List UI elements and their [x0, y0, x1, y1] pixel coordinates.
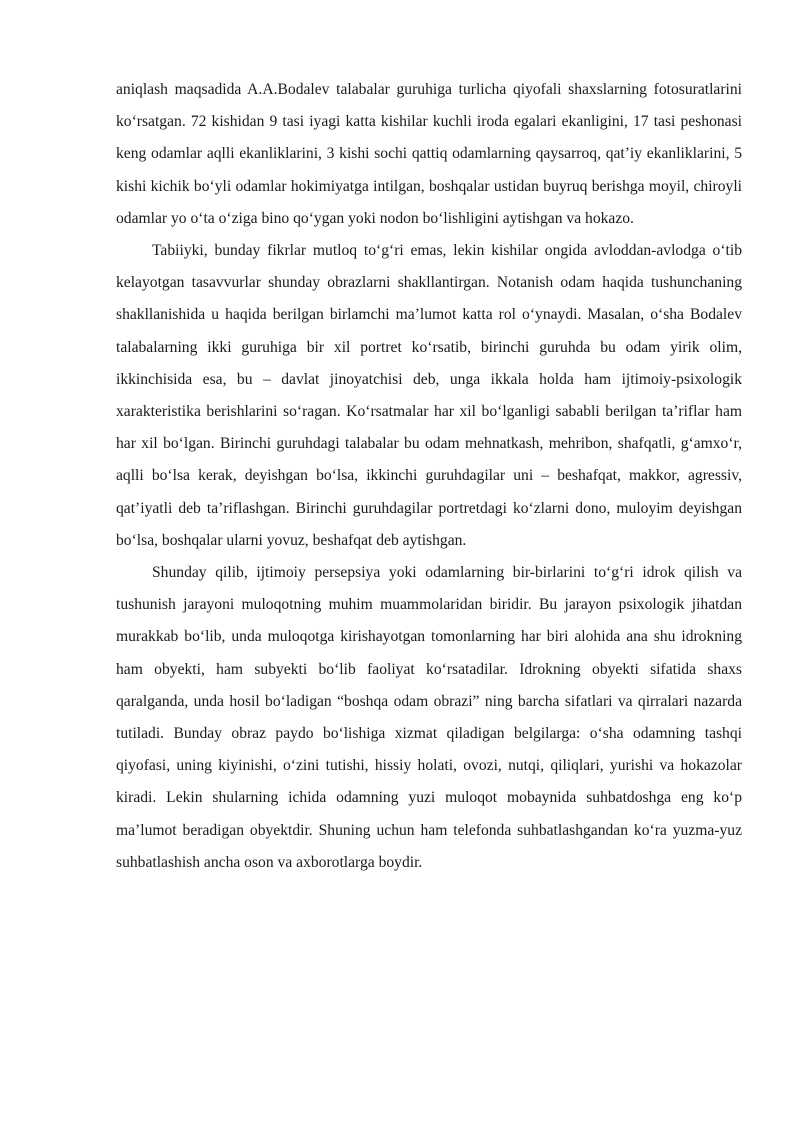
paragraph-bodalev-experiment: Tabiiyki, bunday fikrlar mutloq to‘g‘ri emas, lekin kishilar ongida avloddan-avlodga o‘tib kelayotgan tasavvurlar shunday obrazlarni shakllantirgan. Notanish odam haqida tushunchaning shakllanishida u haqida berilgan birlamchi ma’lumot katta rol o‘ynaydi. Masalan, o‘sha Bodalev talabalarning ikki guruhiga bir xil portret ko‘rsatib, birinchi guruhda bu odam yirik olim, ikkinchisida esa, bu – davlat jinoyatchisi deb, unga ikkala holda ham ijtimoiy-psixologik xarakteristika berishlarini so‘ragan. Ko‘rsatmalar har xil bo‘lganligi sababli berilgan ta’riflar ham har xil bo‘lgan. Birinchi guruhdagi talabalar bu odam mehnatkash, mehribon, shafqatli, g‘amxo‘r, aqlli bo‘lsa kerak, deyishgan bo‘lsa, ikkinchi guruhdagilar uni – beshafqat, makkor, agressiv, qat’iyatli deb ta’riflashgan. Birinchi guruhdagilar portretdagi ko‘zlarni dono, muloyim deyishgan bo‘lsa, boshqalar ularni yovuz, beshafqat deb aytishgan.	[116, 242, 742, 549]
paragraph-social-perception: Shunday qilib, ijtimoiy persepsiya yoki odamlarning bir-birlarini to‘g‘ri idrok qilish va tushunish jarayoni muloqotning muhim muammolaridan biridir. Bu jarayon psixologik jihatdan murakkab bo‘lib, unda muloqotga kirishayotgan tomonlarning har biri alohida ana shu idrokning ham obyekti, ham subyekti bo‘lib faoliyat ko‘rsatadilar. Idrokning obyekti sifatida shaxs qaralganda, unda hosil bo‘ladigan “boshqa odam obrazi” ning barcha sifatlari va qirralari nazarda tutiladi. Bunday obraz paydo bo‘lishiga xizmat qiladigan belgilarga: o‘sha odamning tashqi qiyofasi, uning kiyinishi, o‘zini tutishi, hissiy holati, ovozi, nutqi, qiliqlari, yurishi va hokazolar kiradi. Lekin shularning ichida odamning yuzi muloqot mobaynida suhbatdoshga eng ko‘p ma’lumot beradigan obyektdir. Shuning uchun ham telefonda suhbatlashgandan ko‘ra yuzma-yuz suhbatlashish ancha oson va axborotlarga boydir.	[116, 564, 742, 871]
paragraph-continuation: aniqlash maqsadida A.A.Bodalev talabalar guruhiga turlicha qiyofali shaxslarning fotosuratlarini ko‘rsatgan. 72 kishidan 9 tasi iyagi katta kishilar kuchli iroda egalari ekanligini, 17 tasi peshonasi keng odamlar aqlli ekanliklarini, 3 kishi sochi qattiq odamlarning qaysarroq, qat’iy ekanliklarini, 5 kishi kichik bo‘yli odamlar hokimiyatga intilgan, boshqalar ustidan buyruq berishga moyil, chiroyli odamlar yo o‘ta o‘ziga bino qo‘ygan yoki nodon bo‘lishligini aytishgan va hokazo.	[116, 81, 742, 227]
document-page	[116, 74, 742, 879]
